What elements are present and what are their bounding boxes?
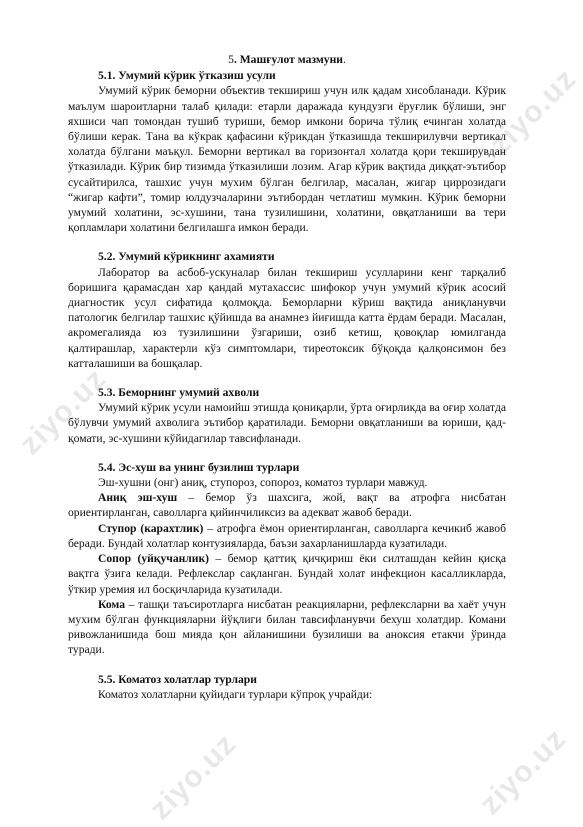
watermark: ziyo.uz [13,362,113,462]
title-end: . [342,53,346,66]
term-clear-consciousness [68,490,506,520]
section-heading-5-2: 5.2. Умумий кўрикнинг ахамияти [98,250,275,264]
term-coma [68,597,506,658]
section-heading-5-4: 5.4. Эс-хуш ва унинг бузилиш турлари [98,460,300,474]
section-5-3-paragraph: Умумий кўрик усули намоийш этишда қониқарли, ўрта оғирликда ва оғир холатда бўлувчи умумий ахволига эътибор қаратилади. Беморни овқатланиши ва юриши, қад-қомати, эс-хушини кўйидагилар тавсифланади. [68,401,506,445]
section-5-5-paragraph: Коматоз холатларни қуйидаги турлари кўпроқ учрайди: [98,687,373,701]
term-label: Ступор (карахтлик) [98,521,204,535]
watermark: ziyo.uz [143,727,243,827]
section-heading-5-1: 5.1. Умумий кўрик ўтказиш усули [98,69,276,83]
term-definition: – ташқи таъсиротларга нисбатан реакцияларни, рефлексларни ва хаёт учун мухим бўлган функцияларни йўқлиги билан тавсифланувчи бехуш холатдир. Комани ривожланишида бош мияда қон айланишини бузилиши ва аноксия етакчи ўринда туради. [68,597,506,657]
title-text: . Машғулот мазмуни [233,53,343,66]
term-label: Сопор (уйқучанлик) [98,552,210,566]
term-definition: – атрофга ёмон ориентирланган, саволларга кечикиб жавоб беради. Бундай холатлар контузияларда, баъзи захарланишларда кузатилади. [68,521,506,550]
term-label: Кома [98,597,126,611]
term-sopor [68,551,506,597]
page-title [68,52,506,67]
section-heading-5-3: 5.3. Беморнинг умумий ахволи [98,386,260,400]
term-definition: – бемор ўз шахсига, жой, вақт ва атрофга нисбатан ориентирланган, саволларга қийинчиликсиз ва адекват жавоб беради. [68,491,506,520]
watermark: ziyo.uz [483,62,583,162]
section-5-2-paragraph: Лаборатор ва асбоб-ускуналар билан текшириш усулларини кенг тарқалиб боришига қарамасдан хар қандай мутахассис шифокор учун умумий кўрик асосий диагностик усул сифатида қолмоқда. Беморларни кўриш вақтида аниқланувчи патологик белгилар ташхис қўйишда ва анамнез йиғишда катта ёрдам беради. Масалан, акромегалияда юз тузилишини ўзгариши, озиб кетиш, қовоқлар юмилганда қалтирашлар, характерли кўз симптомлари, тиреотоксик бўқоқда қалқонсимон без катталашиши ва бошқалар. [68,265,506,370]
watermark: ziyo.uz [473,722,573,822]
section-5-4-intro: Эш-хушни (онг) аниқ, ступороз, сопороз, коматоз турлари мавжуд. [98,476,428,490]
document-page [68,52,506,702]
term-definition: – бемор қаттиқ қичқириш ёки силташдан кейин қисқа вақтга ўзига келади. Рефлекслар сақланган. Бундай холат инфекцион касалликларда, ўткир уремия ил босқичларида кузатилади. [68,552,506,596]
term-label: Аниқ эш-хуш [98,491,178,505]
section-heading-5-5: 5.5. Коматоз холатлар турлари [98,672,257,686]
title-number: 5 [228,53,234,66]
section-5-1-paragraph: Умумий кўрик беморни объектив текшириш учун илк қадам хисобланади. Кўрик маълум шароитларни талаб қилади: етарли даражада кундузги ёруғлик бўлиши, энг яхшиси чап томондан тушиб туриши, бемор имкони борича тўлиқ ечинган холатда бўлиши керак. Тана ва кўкрак қафасини кўрикдан ўтказишда текширилувчи вертикал холатда бўлгани маъқул. Беморни вертикал ва горизонтал холатда қори текширувдан ўтказилади. Кўрик бир тизимда ўтказилиши лозим. Агар кўрик вақтида диққат-эътибор сусайтирилса, ташхис учун мухим бўлган белгилар, масалан, жигар циррозидаги “жигар кафти”, томир юлдузчаларини эътибордан четлатиш мумкин. Кўрик беморни умумий холатини, эс-хушини, тана тузилишини, холатини, овқатланиши ва тери қопламлари холатини белгилашга имкон беради. [68,84,506,235]
term-stupor [68,521,506,551]
